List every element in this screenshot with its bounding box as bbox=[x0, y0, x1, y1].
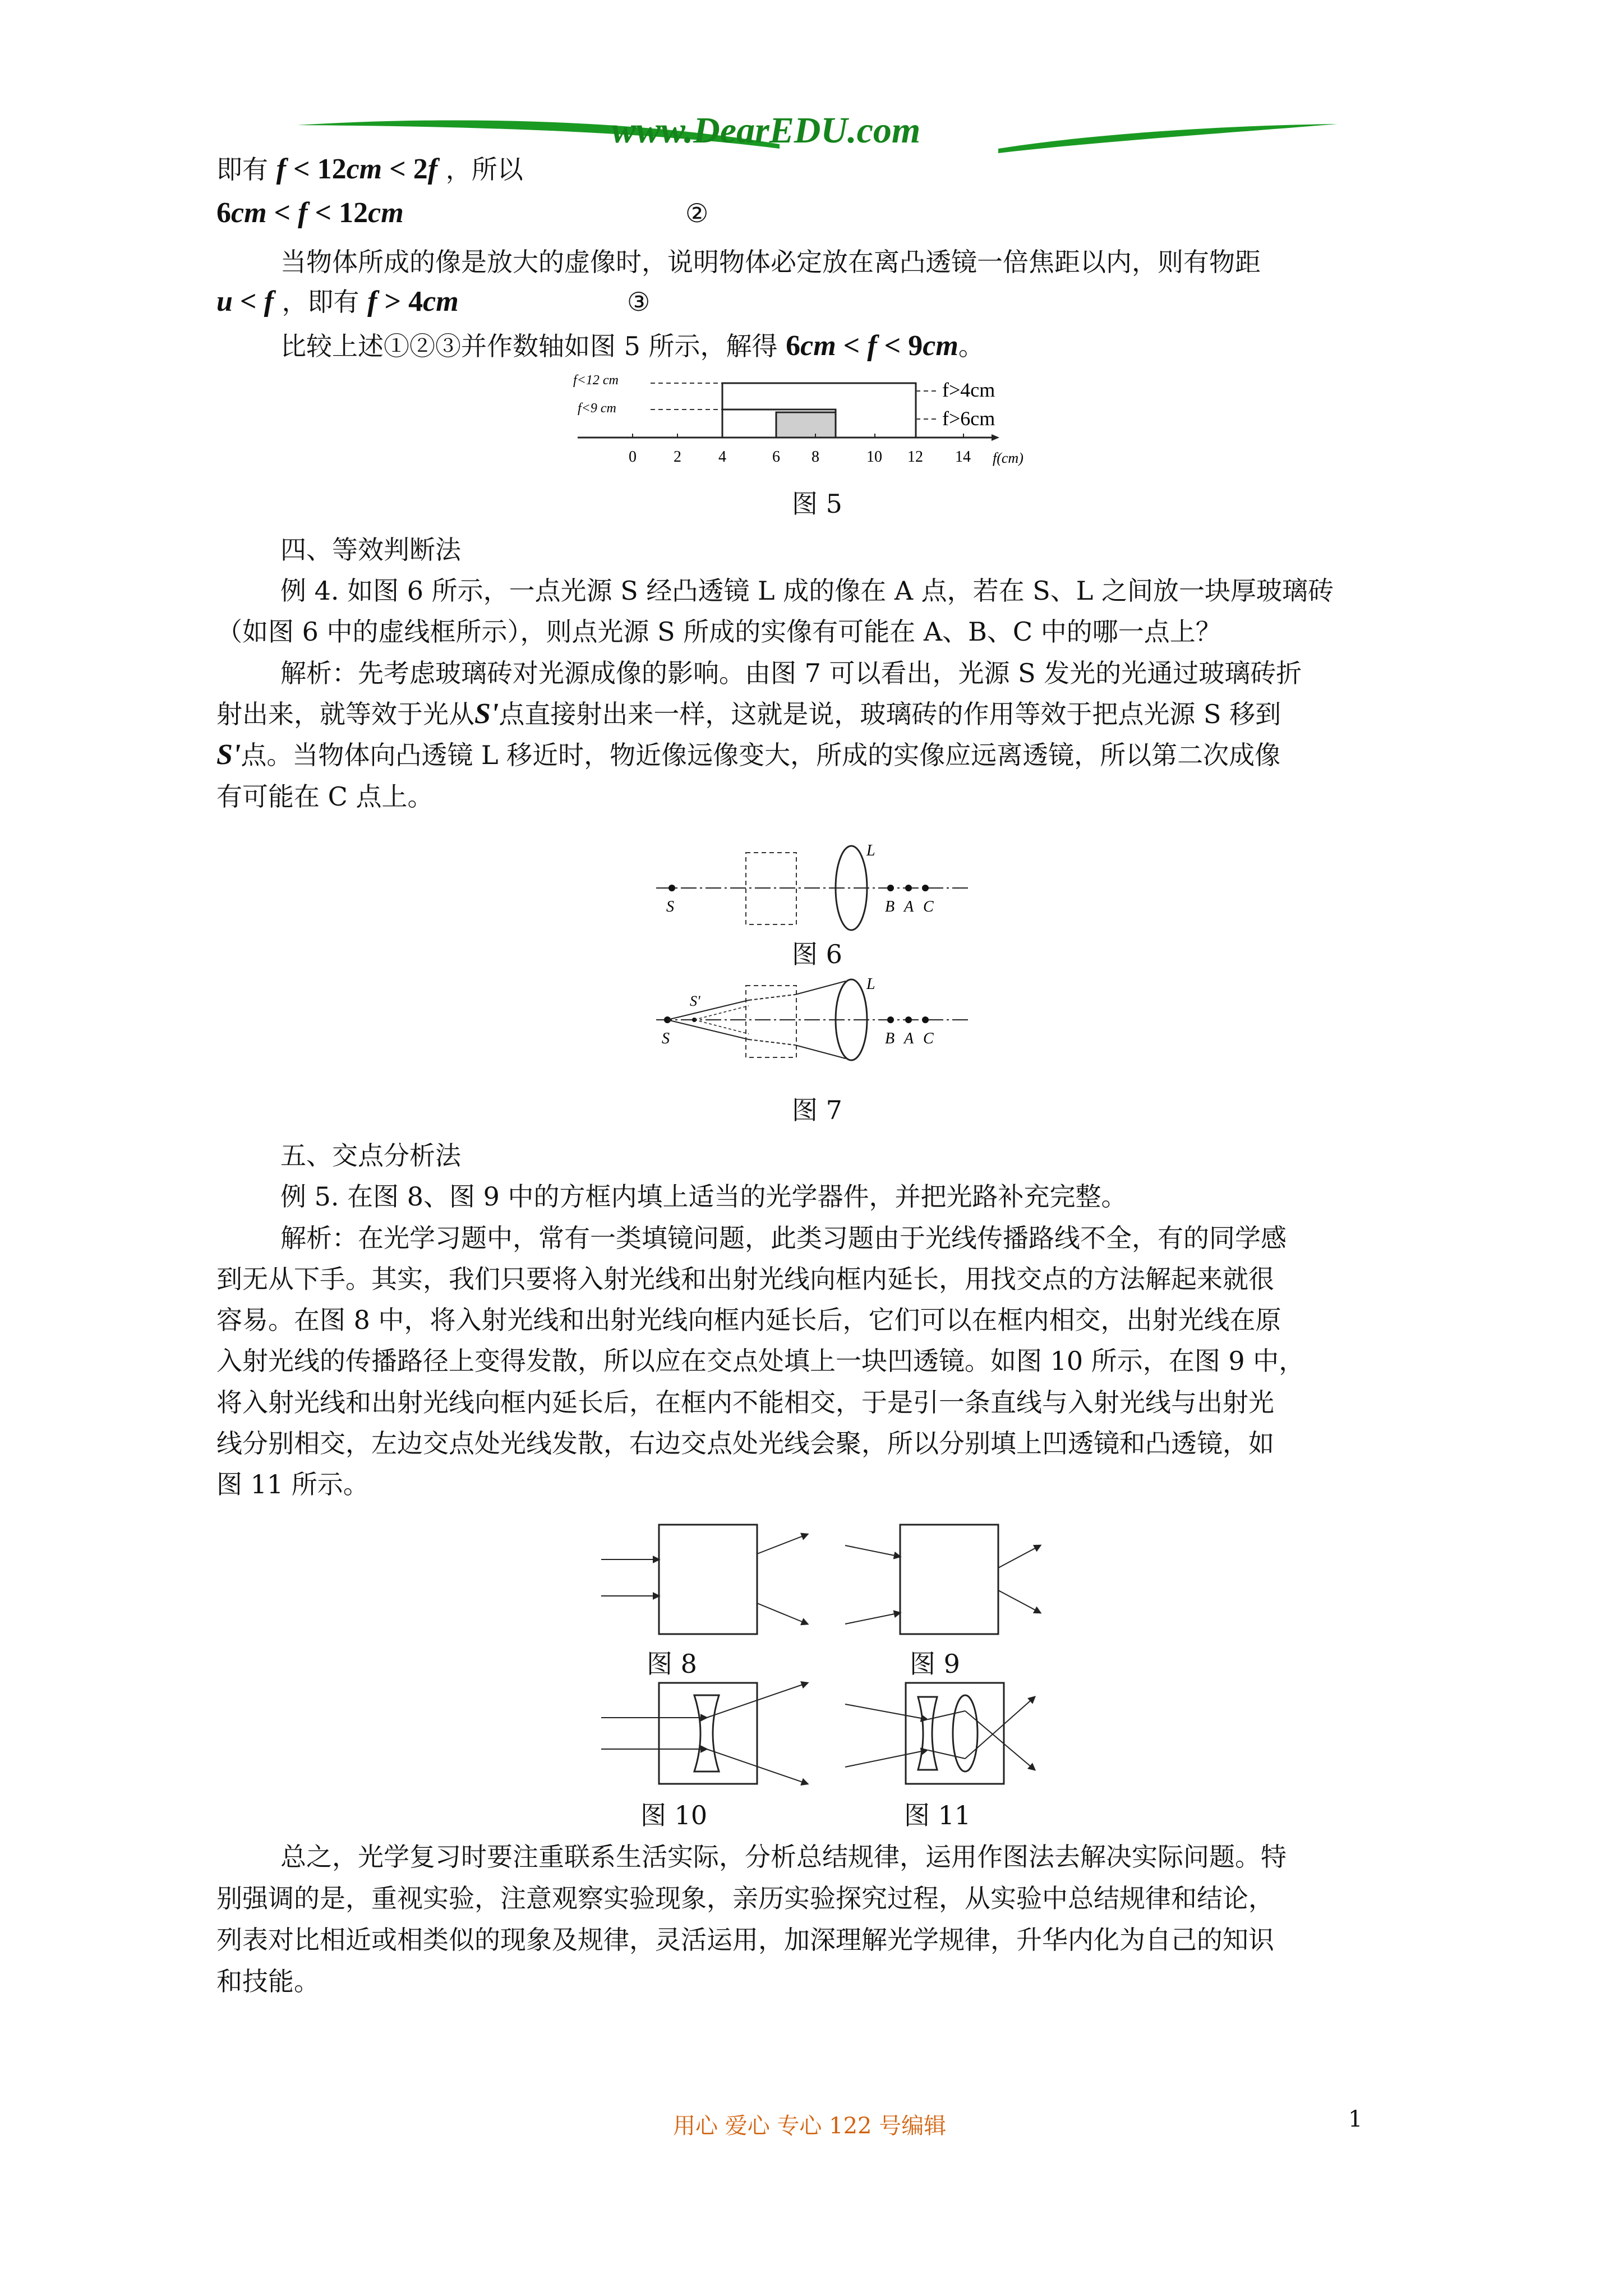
tick-10: 10 bbox=[866, 448, 882, 466]
page-number: 1 bbox=[1348, 2106, 1363, 2132]
tick-8: 8 bbox=[811, 448, 819, 466]
text: 点。当物体向凸透镜 L 移近时，物近像远像变大，所成的实像应远离透镜，所以第二次成像 bbox=[241, 740, 1281, 770]
inequality-3: u < f bbox=[216, 286, 274, 318]
tick-14: 14 bbox=[955, 448, 971, 466]
inequality-1: f < 12cm < 2f bbox=[276, 153, 438, 185]
equation-mark-3: ③ bbox=[627, 287, 651, 317]
tick-2: 2 bbox=[674, 448, 681, 466]
figure-5-number-line bbox=[561, 367, 1088, 477]
figure-10-diagram bbox=[594, 1677, 819, 1789]
figure-9-diagram bbox=[838, 1515, 1063, 1644]
body-line-5 bbox=[280, 329, 984, 363]
summary-line-3: 列表对比相近或相类似的现象及规律，灵活运用，加深理解光学规律，升华内化为自己的知识 bbox=[216, 1925, 1274, 1955]
label-A: A bbox=[904, 898, 914, 915]
example-4-line-2: （如图 6 中的虚线框所示），则点光源 S 所成的实像有可能在 A、B、C 中的哪一点上？ bbox=[216, 616, 1221, 647]
summary-line-1: 总之，光学复习时要注重联系生活实际，分析总结规律，运用作图法去解决实际问题。特 bbox=[280, 1842, 1287, 1872]
figure-11-caption: 图 11 bbox=[904, 1800, 971, 1830]
label-B: B bbox=[885, 898, 895, 915]
text: 点直接射出来一样，这就是说，玻璃砖的作用等效于把点光源 S 移到 bbox=[499, 699, 1281, 729]
label-S-prime: S' bbox=[690, 993, 700, 1009]
label-f-lt-12: f<12 cm bbox=[573, 373, 619, 388]
body-line-1 bbox=[216, 153, 523, 186]
label-B: B bbox=[885, 1030, 895, 1047]
analysis-5-line-5: 将入射光线和出射光线向框内延长后，在框内不能相交，于是引一条直线与入射光线与出射光 bbox=[216, 1387, 1274, 1418]
label-C: C bbox=[923, 1030, 934, 1047]
section-4-title: 四、等效判断法 bbox=[280, 535, 461, 565]
symbol-s-prime: S' bbox=[216, 739, 241, 771]
tick-6: 6 bbox=[772, 448, 780, 466]
figure-6-caption: 图 6 bbox=[792, 939, 842, 969]
label-A: A bbox=[904, 1030, 914, 1047]
body-line-3: 当物体所成的像是放大的虚像时，说明物体必定放在离凸透镜一倍焦距以内，则有物距 bbox=[280, 247, 1261, 277]
label-C: C bbox=[923, 898, 934, 915]
analysis-5-line-6: 线分别相交，左边交点处光线发散，右边交点处光线会聚，所以分别填上凹透镜和凸透镜，如 bbox=[216, 1428, 1274, 1458]
figure-10-caption: 图 10 bbox=[640, 1800, 708, 1830]
analysis-4-line-2 bbox=[216, 697, 1281, 731]
analysis-4-line-4: 有可能在 C 点上。 bbox=[216, 781, 434, 812]
figure-7-caption: 图 7 bbox=[792, 1095, 842, 1125]
text: 射出来，就等效于光从 bbox=[216, 699, 474, 729]
symbol-s-prime: S' bbox=[474, 698, 499, 730]
text: 比较上述①②③并作数轴如图 5 所示，解得 bbox=[280, 331, 778, 361]
equation-mark-2: ② bbox=[685, 198, 709, 228]
figure-11-diagram bbox=[838, 1677, 1063, 1789]
text: ，所以 bbox=[445, 154, 523, 185]
analysis-5-line-7: 图 11 所示。 bbox=[216, 1469, 369, 1499]
summary-line-4: 和技能。 bbox=[216, 1966, 320, 1996]
figure-5-caption: 图 5 bbox=[792, 489, 842, 519]
analysis-5-line-2: 到无从下手。其实，我们只要将入射光线和出射光线向框内延长，用找交点的方法解起来就很 bbox=[216, 1264, 1274, 1294]
text: ，即有 bbox=[282, 287, 359, 317]
inequality-result: 6cm < f < 9cm bbox=[786, 330, 958, 362]
figure-6-diagram bbox=[651, 841, 976, 942]
label-f-lt-9: f<9 cm bbox=[578, 401, 616, 416]
analysis-5-line-4: 入射光线的传播路径上变得发散，所以应在交点处填上一块凹透镜。如图 10 所示，在图 9 中， bbox=[216, 1346, 1305, 1376]
analysis-4-line-1: 解析：先考虑玻璃砖对光源成像的影响。由图 7 可以看出，光源 S 发光的光通过玻璃砖折 bbox=[280, 658, 1302, 688]
analysis-4-line-3 bbox=[216, 738, 1280, 772]
section-5-title: 五、交点分析法 bbox=[280, 1140, 461, 1171]
label-S: S bbox=[662, 1030, 670, 1047]
figure-7-diagram bbox=[651, 973, 976, 1074]
tick-0: 0 bbox=[629, 448, 637, 466]
tick-4: 4 bbox=[718, 448, 726, 466]
label-S: S bbox=[666, 898, 674, 915]
text: 。 bbox=[958, 331, 984, 361]
figure-8-caption: 图 8 bbox=[647, 1649, 697, 1679]
body-line-4 bbox=[216, 285, 459, 319]
figure-8-diagram bbox=[594, 1515, 819, 1644]
inequality-2: 6cm < f < 12cm bbox=[216, 197, 404, 229]
inequality-4: f > 4cm bbox=[367, 286, 459, 318]
label-L: L bbox=[866, 976, 875, 993]
summary-line-2: 别强调的是，重视实验，注意观察实验现象，亲历实验探究过程，从实验中总结规律和结论， bbox=[216, 1883, 1274, 1913]
analysis-5-line-3: 容易。在图 8 中，将入射光线和出射光线向框内延长后，它们可以在框内相交，出射光线在原 bbox=[216, 1305, 1281, 1335]
site-logo-text: www.DearEDU.com bbox=[611, 110, 921, 151]
example-5: 例 5. 在图 8、图 9 中的方框内填上适当的光学器件，并把光路补充完整。 bbox=[280, 1181, 1127, 1212]
axis-title: f(cm) bbox=[993, 450, 1023, 466]
example-4-line-1: 例 4. 如图 6 所示，一点光源 S 经凸透镜 L 成的像在 A 点，若在 S、L 之间放一块厚玻璃砖 bbox=[280, 576, 1334, 606]
figure-9-caption: 图 9 bbox=[910, 1649, 960, 1679]
body-line-2 bbox=[216, 196, 404, 230]
footer-text: 用心 爱心 专心 122 号编辑 bbox=[673, 2113, 947, 2139]
label-f-gt-6: f>6cm bbox=[942, 407, 995, 430]
analysis-5-line-1: 解析：在光学习题中，常有一类填镜问题，此类习题由于光线传播路线不全，有的同学感 bbox=[280, 1223, 1287, 1253]
tick-12: 12 bbox=[907, 448, 923, 466]
text: 即有 bbox=[216, 154, 268, 185]
label-L: L bbox=[866, 842, 875, 859]
label-f-gt-4: f>4cm bbox=[942, 379, 995, 401]
